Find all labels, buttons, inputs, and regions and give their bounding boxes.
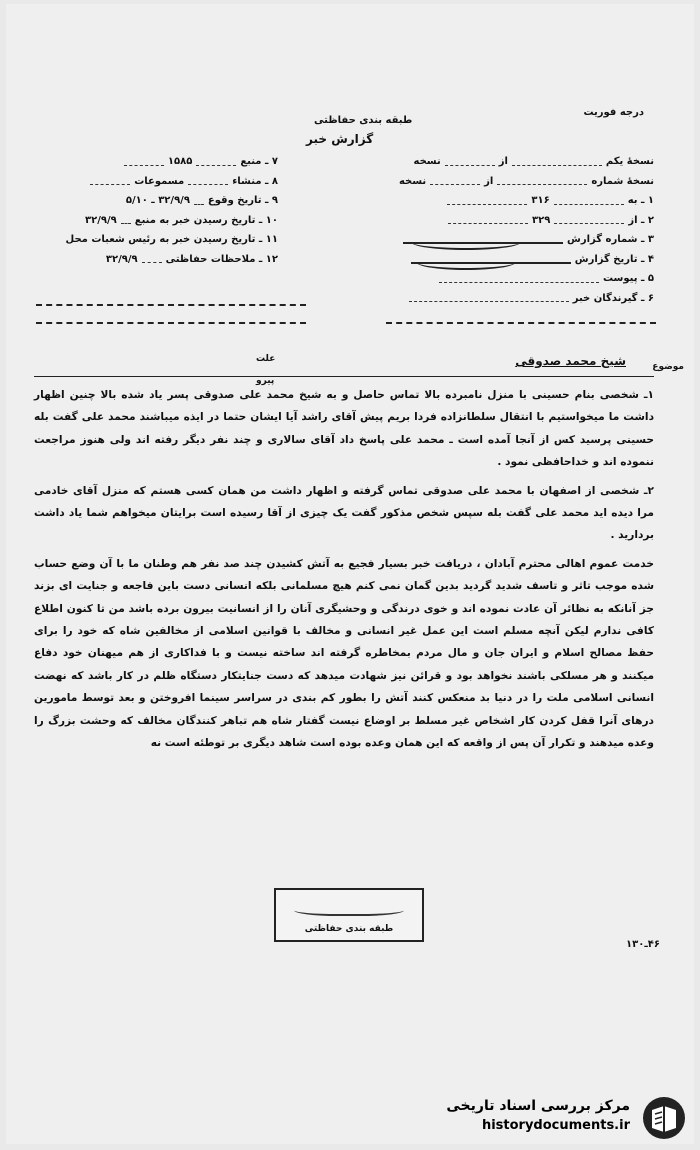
watermark [430,1094,690,1142]
field-row: نسخهٔ یکمازنسخه [413,156,654,167]
watermark-title: مرکز بررسی اسناد تاریخی [446,1098,630,1114]
book-logo-icon [642,1096,686,1140]
field-row: نسخهٔ شمارهازنسخه [398,175,654,187]
field-row: ۹ ـ تاریخ وقوع۳۲/۹/۹ ـ ۵/۱۰ [125,195,278,206]
field-row: ۴ ـ تاریخ گزارش [364,250,654,270]
stamp-label: طبقه بندی حفاظتی [304,924,394,934]
separator-line [36,322,306,324]
degree-label: درجه فوریت [583,107,644,118]
field-row: ۲ ـ از۳۲۹ [364,211,654,231]
paragraph: ۲ـ شخصی از اصفهان با محمد علی صدوقی تماس گرفته و اظهار داشت من همان کسی هستم که منزل آقای خادمی مرا دیده اید محمد علی گفت بله سپس شخص مذکور گفت یک چیزی از آقا رسیده است برایتان میخواهم شما یاد داشت بردارید . [34,484,654,542]
handwritten-report-date [416,254,516,270]
paragraph: ۱ـ شخصی بنام حسینی با منزل نامبرده بالا تماس حاصل و به شیخ محمد علی صدوقی پسر یاد شده بالا چنین اظهار داشت ما میخواستیم با انتقال سلطانزاده فردا بریم پیش آقای راشد آیا ایشان حتما در ایذه میباشند محمد علی گفت بله حسینی پرسید کس از آنجا آمده است ـ محمد علی پاسخ داد آقای سالاری و چند نفر دیگر رفته اند ولی هنوز مراجعت ننموده اند و خداحافظی نمود . [34,389,654,469]
page-code: ۴۶ـ۱۳۰ [626,939,660,950]
separator-line [36,304,306,306]
field-row: ۶ ـ گیرندگان خبر [364,289,654,309]
report-body [34,384,654,755]
handwritten-report-number [411,234,521,250]
right-fields [364,152,654,308]
stamp-signature [294,902,404,916]
field-row: ۸ ـ منشاءمسموعات [38,172,278,192]
field-row: ۷ ـ منبع۱۵۸۵ [38,152,278,172]
separator-line [386,322,656,324]
left-fields [38,152,278,269]
field-row: ۱۱ ـ تاریخ رسیدن خبر به رئیس شعبات محل [65,234,278,245]
department-label: طبقه بندی حفاظتی [314,115,413,126]
subject-note-following: پیرو [256,376,275,386]
subject-value: شیخ محمد صدوقی [515,354,626,368]
field-row: ۱۰ ـ تاریخ رسیدن خبر به منبع۳۲/۹/۹ [85,214,278,226]
paragraph: خدمت عموم اهالی محترم آبادان ، دریافت خبر بسیار فجیع به آتش کشیدن چند صد نفر هم وطنان ما با آن وضع حساب شده موجب تاثر و تاسف شدید گردید بدین گمان نمی کنم هیچ مسلمانی بلکه انسانی دست باین فاجعه و جنایت ای بزند جز آنانکه به نظائر آن عادت نموده اند و خوی درندگی و وحشیگری آنان را از انسانیت بیرون برده باشد من تا کنون اطلاع کافی ندارم لیکن آنچه مسلم است این عمل غیر انسانی و مخالف با قوانین اسلامی از مخالفین شاه که خود را برای حفظ مصالح اسلام و ایران جان و مال مردم بمخاطره گرفته اند ساخته نیست و با فداکاری از هم میهنان خود دفاع میکنند و هر مسلکی باشند نخواهد بود و قرائن نیز شهادت میدهد که دست جنایتکار دستگاه ظلم در کار باشد که نهضت انسانی اسلامی ملت را در دنیا بد منعکس کنند آتش را بطور کم بندی در سراسر سینما افروختن و بعد توسط مامورین درهای آنرا قفل کردن کار اشخاص غیر مسلط بر اوضاع نیست گفتار شاه هم تباهر کنندگان مخالف که وحشت بزرگ را وعده میدهند و تکرار آن پس از واقعه که این همان وعده بوده است شاهد دیگری بر توطئه است نه [34,557,654,750]
subject-note-cause: علت [256,354,276,364]
document-page [6,4,694,1144]
watermark-url: historydocuments.ir [481,1118,630,1133]
subject-underline [34,376,654,377]
document-title: گزارش خبر [306,132,374,146]
field-row: ۱ ـ به۳۱۶ [364,191,654,211]
field-row: ۵ ـ پیوست [364,269,654,289]
field-row: ۱۲ ـ ملاحظات حفاظتی۳۲/۹/۹ [105,253,278,265]
classification-stamp [274,888,424,942]
subject-label: موضوع [652,362,684,372]
field-row: ۳ ـ شماره گزارش [364,230,654,250]
